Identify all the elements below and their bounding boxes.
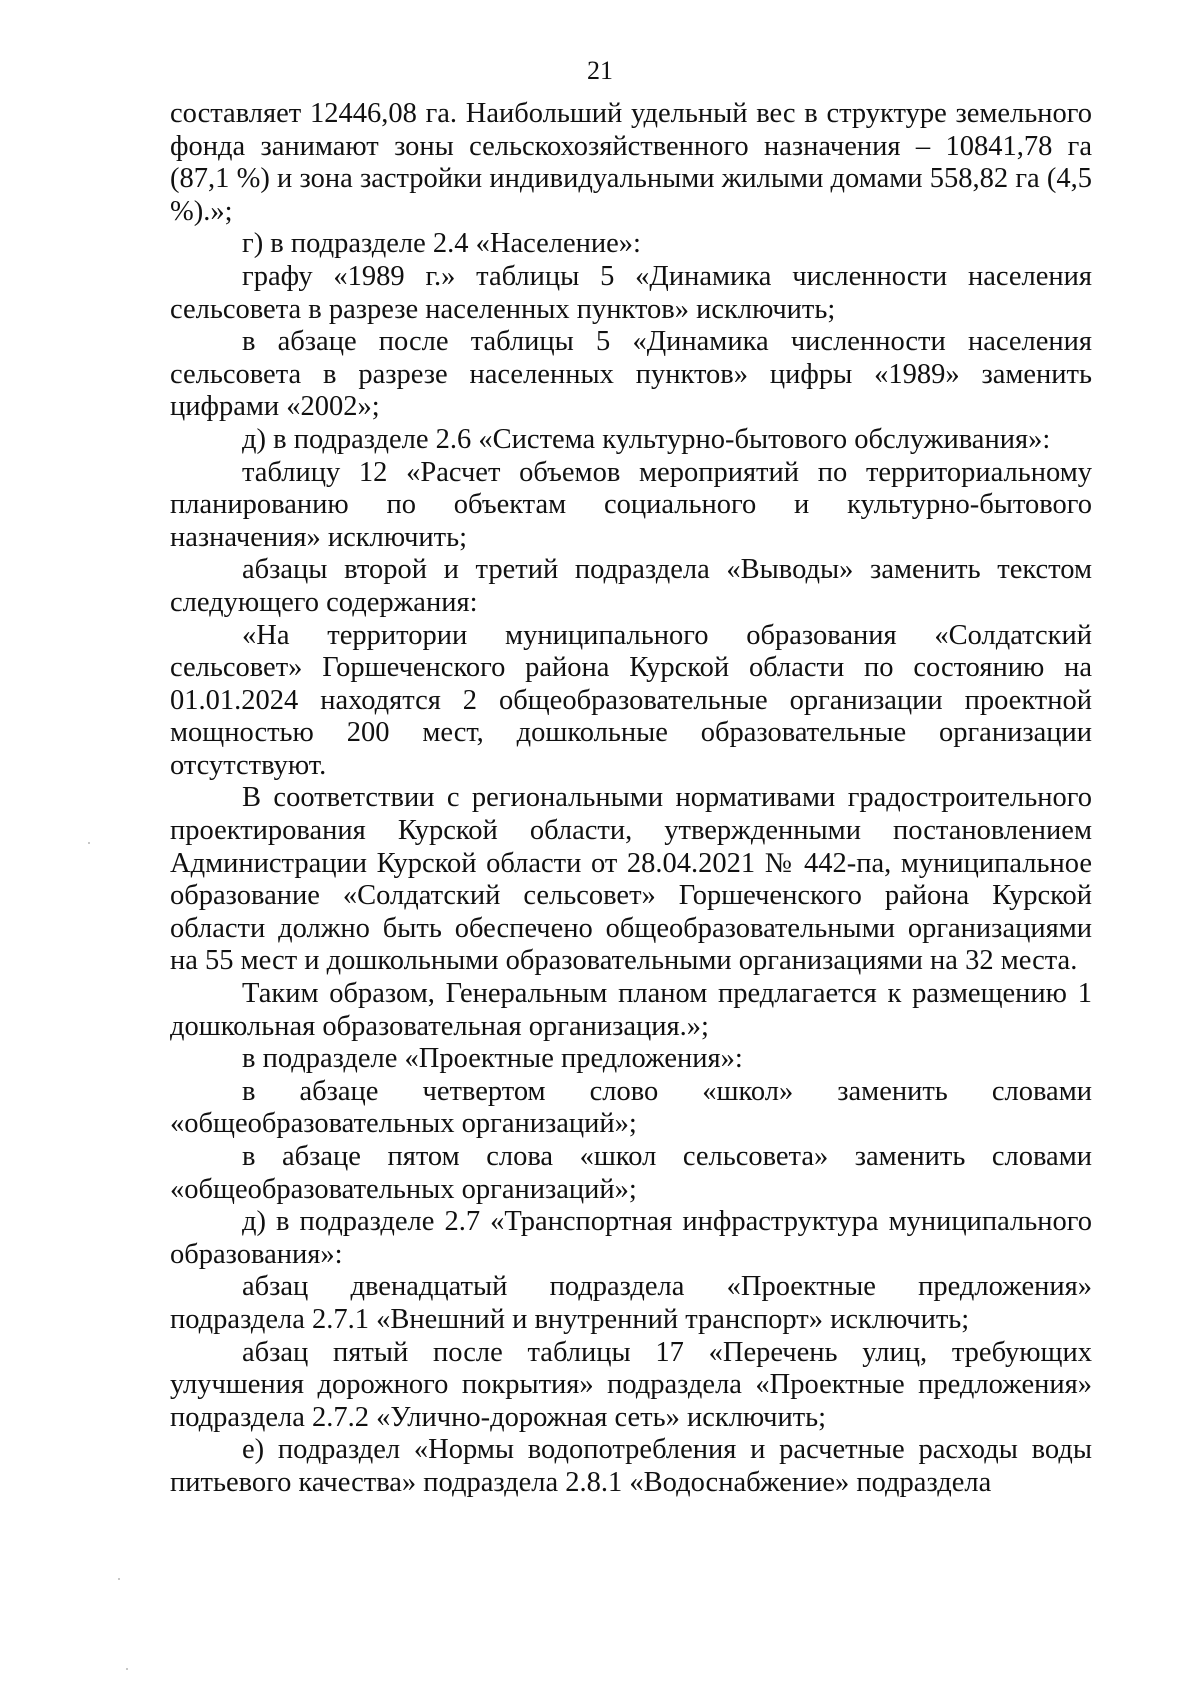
paragraph-subsection-2-4: г) в подразделе 2.4 «Население»: xyxy=(242,228,641,260)
paragraph-subsection-2-7: д) в подразделе 2.7 «Транспортная инфраструктура муниципального образования»: xyxy=(170,1206,1092,1270)
paragraph-quoted-standards: В соответствии с региональными нормативами градостроительного проектирования Курской области, утвержденными постановлением Администрации Курской области от 28.04.2021 № 442-па, муниципальное образование «Солдатский сельсовет» Горшеченского района Курской области должно быть обеспечено общеобразовательными организациями на 55 мест и дошкольными образовательными организациями на 32 места. xyxy=(170,782,1092,977)
paragraph-table-12: таблицу 12 «Расчет объемов мероприятий по территориальному планированию по объектам социального и культурно-бытового назначения» исключить; xyxy=(170,456,1092,553)
paragraph-2-7-2: абзац пятый после таблицы 17 «Перечень улиц, требующих улучшения дорожного покрытия» подраздела «Проектные предложения» подраздела 2.7.2 «Улично-дорожная сеть» исключить; xyxy=(170,1336,1092,1433)
page-number: 21 xyxy=(587,56,613,85)
paragraph-fourth-abzac: в абзаце четвертом слово «школ» заменить словами «общеобразовательных организаций»; xyxy=(170,1075,1092,1140)
paragraph-subsection-2-6: д) в подразделе 2.6 «Система культурно-бытового обслуживания»: xyxy=(242,423,1051,455)
paragraph-table-5-column: графу «1989 г.» таблицы 5 «Динамика численности населения сельсовета в разрезе населенных пунктов» исключить; xyxy=(170,260,1092,325)
scan-speck xyxy=(88,842,90,844)
paragraph-2-8-1: е) подраздел «Нормы водопотребления и расчетные расходы воды питьевого качества» подраздела 2.8.1 «Водоснабжение» подраздела xyxy=(170,1434,1092,1498)
scan-speck xyxy=(126,1668,128,1670)
document-body xyxy=(170,98,1092,1500)
paragraph-after-table-5: в абзаце после таблицы 5 «Динамика численности населения сельсовета в разрезе населенных пунктов» цифры «1989» заменить цифрами «2002»; xyxy=(170,326,1092,423)
paragraph-land-fund-continuation: составляет 12446,08 га. Наибольший удельный вес в структуре земельного фонда занимают зоны сельскохозяйственного назначения – 10841,78 га (87,1 %) и зона застройки индивидуальными жилыми домами 558,82 га (4,5 %).»; xyxy=(170,98,1092,227)
paragraph-2-7-1: абзац двенадцатый подраздела «Проектные предложения» подраздела 2.7.1 «Внешний и внутренний транспорт» исключить; xyxy=(170,1271,1092,1335)
paragraph-conclusions-replace: абзацы второй и третий подраздела «Выводы» заменить текстом следующего содержания: xyxy=(170,554,1092,618)
paragraph-quoted-general-plan: Таким образом, Генеральным планом предлагается к размещению 1 дошкольная образовательная организация.»; xyxy=(170,978,1092,1042)
paragraph-project-proposals: в подразделе «Проектные предложения»: xyxy=(242,1043,743,1075)
paragraph-quoted-territory: «На территории муниципального образования «Солдатский сельсовет» Горшеченского района Курской области по состоянию на 01.01.2024 находятся 2 общеобразовательные организации проектной мощностью 200 мест, дошкольные образовательные организации отсутствуют. xyxy=(170,619,1092,781)
paragraph-fifth-abzac: в абзаце пятом слова «школ сельсовета» заменить словами «общеобразовательных организаций»; xyxy=(170,1141,1092,1205)
scan-speck xyxy=(118,1578,120,1580)
